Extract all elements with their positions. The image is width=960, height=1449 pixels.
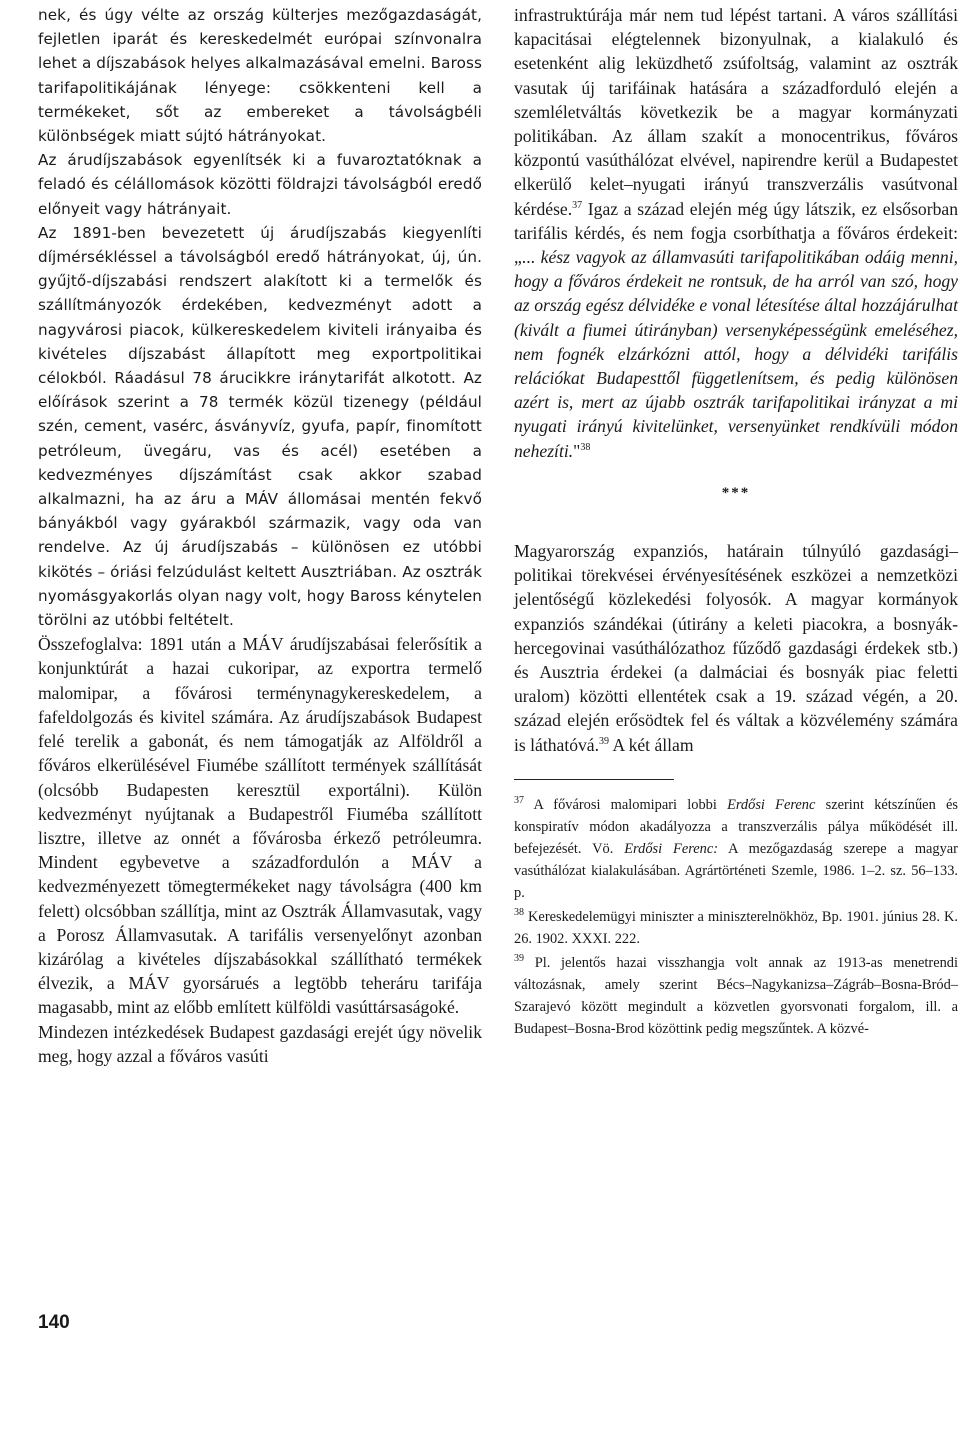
right-column [514, 3, 958, 1040]
paragraph-infrastructure [514, 3, 958, 463]
footnote-38-number: 38 [514, 907, 524, 919]
footnote-38 [514, 906, 958, 950]
paragraph-expansion [514, 539, 958, 757]
footnote-divider [514, 779, 674, 780]
footnote-37-author: Erdősi Ferenc [727, 796, 816, 813]
paragraph-infrastructure-start: infrastruktúrája már nem tud lépést tartani. A város szállítási kapacitásai elégtelennek bizonyulnak, a kialakuló és esetenként alig leküzdhető zsúfoltság, valamint az osztrák vasutak új tarifáinak hatására a századforduló elején a szemléletváltás következik be a magyar kormányzati politikában. Az állam szakít a monocentrikus, főváros központú vasúthálózat elvével, napirendre kerül a Budapestet elkerülő kelet–nyugati irányú transzverzális vasútvonal kérdése. [514, 5, 958, 219]
quotation: kész vagyok az államvasúti tarifapolitikában odáig menni, hogy a főváros érdekeit ne rontsuk, de ha arról van szó, hogy az ország egész délvidéke e vonal létesítése által hozzájárulhat (kivált a fiumei útirányban) versenyképességünk emeléséhez, nem fognék elzárkózni attól, hogy a délvidéki tarifális relációkat Budapesttől függetlenítsem, és pedig különösen azért is, mert az újabb osztrák tarifapolitikai irányzat a mi nyugati irányú kivitelünket, versenyünket rendkívüli módon nehezíti. [514, 247, 959, 461]
footnote-39 [514, 952, 958, 1040]
footnote-ref-37: 37 [572, 199, 583, 211]
footnote-39-number: 39 [514, 953, 524, 965]
footnote-ref-39: 39 [599, 735, 610, 747]
footnote-38-text: Kereskedelemügyi miniszter a miniszterelnökhöz, Bp. 1901. június 28. K. 26. 1902. XXXI. 222. [514, 908, 958, 947]
paragraph-infrastructure-mid: Igaz a század elején még úgy látszik, ez elsősorban tarifális kérdés, és nem fogja csorbíthatja a főváros érdekeit: „... [514, 198, 958, 268]
footnote-37-author-2: Erdősi Ferenc: [624, 840, 719, 857]
footnote-ref-38: 38 [580, 441, 591, 453]
section-separator: *** [721, 484, 751, 501]
footnote-37-text-c: A mezőgazdaság szerepe a magyar vasúthálózat kialakulásában. Agrártörténeti Szemle, 1986. 1–2. sz. 56–133. p. [514, 840, 958, 901]
page-number: 140 [38, 1312, 70, 1333]
footnote-37-text-a: A fővárosi malomipari lobbi [524, 796, 728, 813]
footnote-37-text-b: szerint kétszínűen és konspiratív módon akadályozza a transzverzális pálya működését ill. befejezését. Vö. [514, 796, 958, 857]
paragraph-tariff-equalize: Az árudíjszabások egyenlítsék ki a fuvaroztatóknak a feladó és célállomások közötti földrajzi távolságból eredő előnyeit vagy hátrányait. [38, 151, 482, 218]
paragraph-baross-policy: nek, és úgy vélte az ország külterjes mezőgazdaságát, fejletlen iparát és kereskedelmét európai színvonalra lehet a díjszabások helyes alkalmazásával emelni. Baross tarifapolitikájának lényege: csökkenteni kell a termékeket, sőt az embereket a távolságbéli különbségek miatt sújtó hátrányokat. [38, 6, 482, 146]
left-column [38, 3, 482, 1068]
paragraph-expansion-end: A két állam [609, 734, 694, 755]
paragraph-expansion-start: Magyarország expanziós, határain túlnyúló gazdasági–politikai törekvései érvényesítésének eszközei a nemzetközi jelentőségű közlekedési folyosók. A magyar kormányok expanziós szándékai (útirány a keleti piacokra, a bosnyák-hercegovinai vasúthálózathoz fűződő gazdasági érdekek stb.) és Ausztria érdekei (a dalmáciai és bosnyák piac feletti uralom) közötti ellentétek csak a 19. század végén, a 20. század elején erősödtek fel és váltak a közvélemény számára is láthatóvá. [514, 541, 958, 755]
paragraph-summary: Összefoglalva: 1891 után a MÁV árudíjszabásai felerősítik a konjunktúrát a hazai cukoripar, az exportra termelő malomipar, a fővárosi terménynagykereskedelem, a fafeldolgozás és kivitel számára. Az árudíjszabások Budapest felé terelik a gabonát, és nem támogatják az Alföldről a főváros elkerülésével Fiumébe szállított termények szállítását (olcsóbb Budapesten keresztül exportálni). Külön kedvezményt nyújtanak a Budapestről Fiuméba szállított lisztre, illetve az onnét a fővárosba érkező petróleumra. Mindent egybevetve a századfordulón a MÁV a kedvezményezett tömegtermékeket nagy távolságra (400 km felett) olcsóbban szállítja, mint az Osztrák Államvasutak, vagy a Porosz Államvasutak. A tarifális versenyelőnyt azonban kizárólag a kivételes díjszabásokkal szállítható termékek élvezik, a MÁV gyorsárués a legtöbb teheráru tarifája magasabb, mint az előbb említett külföldi vasúttársaságoké. [38, 634, 482, 1018]
paragraph-1891-tariff: Az 1891-ben bevezetett új árudíjszabás kiegyenlíti díjmérsékléssel a távolságból eredő hátrányokat, új, ún. gyűjtő-díjszabási rendszert alakított ki a termelők és szállítmányozók érdekében, kedvezményt adott a nagyvárosi piacok, külkereskedelem kiviteli irányaiba és kivételes díjszabást állapított meg exportpolitikai célokból. Ráadásul 78 árucikkre iránytarifát alkotott. Az előírások szerint a 78 termék közül tizenegy (például szén, cement, vasérc, ásványvíz, gyufa, papír, finomított petróleum, üvegáru, vas és acél) esetében a kedvezményes díjszámítást csak akkor szabad alkalmazni, ha az áru a MÁV állomásai mentén fekvő bányákból vagy gyárakból származik, vagy oda van rendelve. Az új árudíjszabás – különösen ez utóbbi kikötés – óriási felzúdulást keltett Ausztriában. Az osztrák nyomásgyakorlás olyan nagy volt, hogy Baross kénytelen törölni az utóbbi feltételt. [38, 223, 482, 630]
quote-close: " [573, 440, 581, 461]
paragraph-measures: Mindezen intézkedések Budapest gazdasági erejét úgy növelik meg, hogy azzal a főváros vasúti [38, 1021, 482, 1066]
footnote-37 [514, 794, 958, 904]
footnote-39-text: Pl. jelentős hazai visszhangja volt annak az 1913-as menetrendi változásnak, amely szerint Bécs–Nagykanizsa–Zágráb–Bosna-Bród–Szarajevó között megindult a közvetlen gyorsvonati forgalom, ill. a Budapest–Bosna-Brod közöttink pedig megszűntek. A közvé- [514, 954, 958, 1037]
footnote-37-number: 37 [514, 795, 524, 807]
